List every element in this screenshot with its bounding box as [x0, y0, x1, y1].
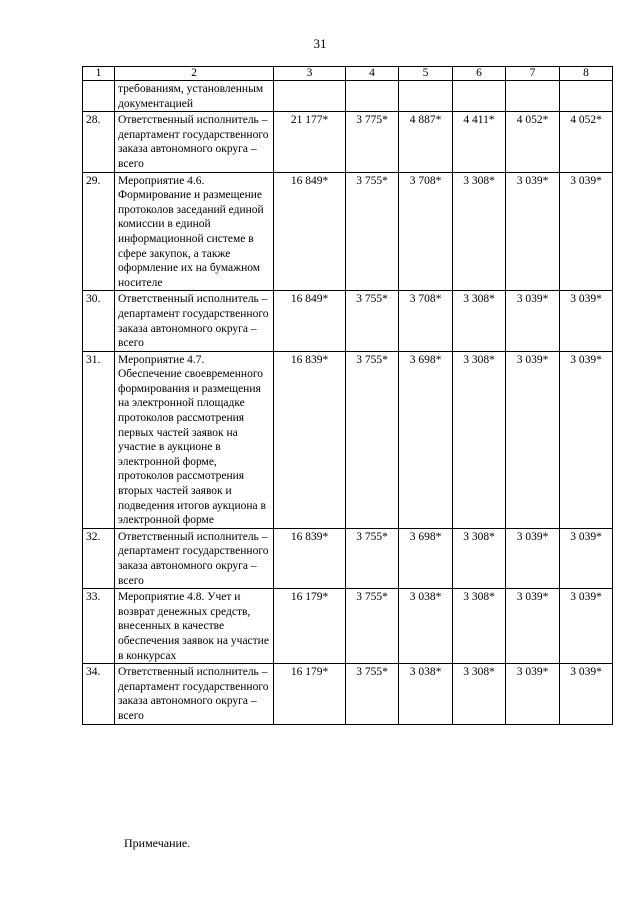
- row-description: требованиям, установленным документацией: [115, 81, 274, 112]
- row-number: 28.: [83, 112, 115, 172]
- column-header: 3: [274, 67, 346, 81]
- value-cell: 3 039*: [506, 664, 560, 724]
- value-cell: 16 179*: [274, 589, 346, 664]
- value-cell: 3 755*: [346, 351, 399, 528]
- value-cell: 3 708*: [399, 172, 453, 291]
- value-cell: 4 052*: [560, 112, 613, 172]
- value-cell: 3 039*: [560, 351, 613, 528]
- column-header: 7: [506, 67, 560, 81]
- table-body: [83, 81, 613, 725]
- value-cell: 4 887*: [399, 112, 453, 172]
- table-row: [83, 664, 613, 724]
- value-cell: 3 698*: [399, 351, 453, 528]
- row-description: Мероприятие 4.7. Обеспечение своевременного формирования и размещения на электронной площадке протоколов рассмотрения первых частей заявок на участие в аукционе в электронной форме, протоколов рассмотрения вторых частей заявок и подведения итогов аукциона в электронной форме: [115, 351, 274, 528]
- value-cell: 3 039*: [560, 528, 613, 588]
- value-cell: 3 039*: [506, 172, 560, 291]
- value-cell: 16 849*: [274, 291, 346, 351]
- value-cell: 3 308*: [453, 528, 506, 588]
- table-row: [83, 172, 613, 291]
- value-cell: 3 755*: [346, 172, 399, 291]
- value-cell: 3 308*: [453, 664, 506, 724]
- value-cell: 3 038*: [399, 589, 453, 664]
- value-cell: 3 308*: [453, 589, 506, 664]
- row-description: Мероприятие 4.6. Формирование и размещение протоколов заседаний единой комиссии в единой информационной системе в сфере закупок, а также оформление их на бумажном носителе: [115, 172, 274, 291]
- value-cell: 3 775*: [346, 112, 399, 172]
- table-row: [83, 81, 613, 112]
- value-cell: 3 039*: [560, 291, 613, 351]
- value-cell: 4 052*: [506, 112, 560, 172]
- value-cell: 3 308*: [453, 172, 506, 291]
- value-cell: 3 755*: [346, 528, 399, 588]
- value-cell: 3 308*: [453, 291, 506, 351]
- table-row: [83, 112, 613, 172]
- row-description: Ответственный исполнитель – департамент государственного заказа автономного округа – всего: [115, 528, 274, 588]
- value-cell: [274, 81, 346, 112]
- value-cell: 3 308*: [453, 351, 506, 528]
- value-cell: 3 755*: [346, 589, 399, 664]
- row-number: 29.: [83, 172, 115, 291]
- table-row: [83, 589, 613, 664]
- value-cell: [346, 81, 399, 112]
- value-cell: 3 039*: [506, 528, 560, 588]
- row-description: Ответственный исполнитель – департамент государственного заказа автономного округа – всего: [115, 664, 274, 724]
- row-number: 30.: [83, 291, 115, 351]
- column-header: 4: [346, 67, 399, 81]
- value-cell: 3 039*: [506, 291, 560, 351]
- value-cell: 3 039*: [506, 351, 560, 528]
- table-row: [83, 351, 613, 528]
- value-cell: 3 038*: [399, 664, 453, 724]
- column-header: 5: [399, 67, 453, 81]
- value-cell: 16 849*: [274, 172, 346, 291]
- value-cell: 16 839*: [274, 528, 346, 588]
- column-header: 2: [115, 67, 274, 81]
- page-number: 31: [313, 36, 327, 51]
- column-header: 8: [560, 67, 613, 81]
- row-number: 34.: [83, 664, 115, 724]
- value-cell: 21 177*: [274, 112, 346, 172]
- value-cell: 3 755*: [346, 664, 399, 724]
- column-header: 1: [83, 67, 115, 81]
- note-label: Примечание.: [124, 836, 191, 850]
- value-cell: 3 039*: [560, 589, 613, 664]
- table-row: [83, 528, 613, 588]
- value-cell: 3 039*: [506, 589, 560, 664]
- row-number: [83, 81, 115, 112]
- row-number: 32.: [83, 528, 115, 588]
- value-cell: 16 839*: [274, 351, 346, 528]
- header-row: [83, 67, 613, 81]
- column-header: 6: [453, 67, 506, 81]
- row-description: Ответственный исполнитель – департамент государственного заказа автономного округа – всего: [115, 112, 274, 172]
- table-row: [83, 291, 613, 351]
- value-cell: 3 755*: [346, 291, 399, 351]
- row-number: 33.: [83, 589, 115, 664]
- funding-table: [82, 66, 613, 725]
- row-number: 31.: [83, 351, 115, 528]
- value-cell: 3 708*: [399, 291, 453, 351]
- value-cell: 3 039*: [560, 172, 613, 291]
- value-cell: [506, 81, 560, 112]
- value-cell: 4 411*: [453, 112, 506, 172]
- row-description: Ответственный исполнитель – департамент государственного заказа автономного округа – всего: [115, 291, 274, 351]
- row-description: Мероприятие 4.8. Учет и возврат денежных средств, внесенных в качестве обеспечения заявок на участие в конкурсах: [115, 589, 274, 664]
- value-cell: 16 179*: [274, 664, 346, 724]
- value-cell: 3 698*: [399, 528, 453, 588]
- value-cell: [560, 81, 613, 112]
- value-cell: 3 039*: [560, 664, 613, 724]
- value-cell: [453, 81, 506, 112]
- value-cell: [399, 81, 453, 112]
